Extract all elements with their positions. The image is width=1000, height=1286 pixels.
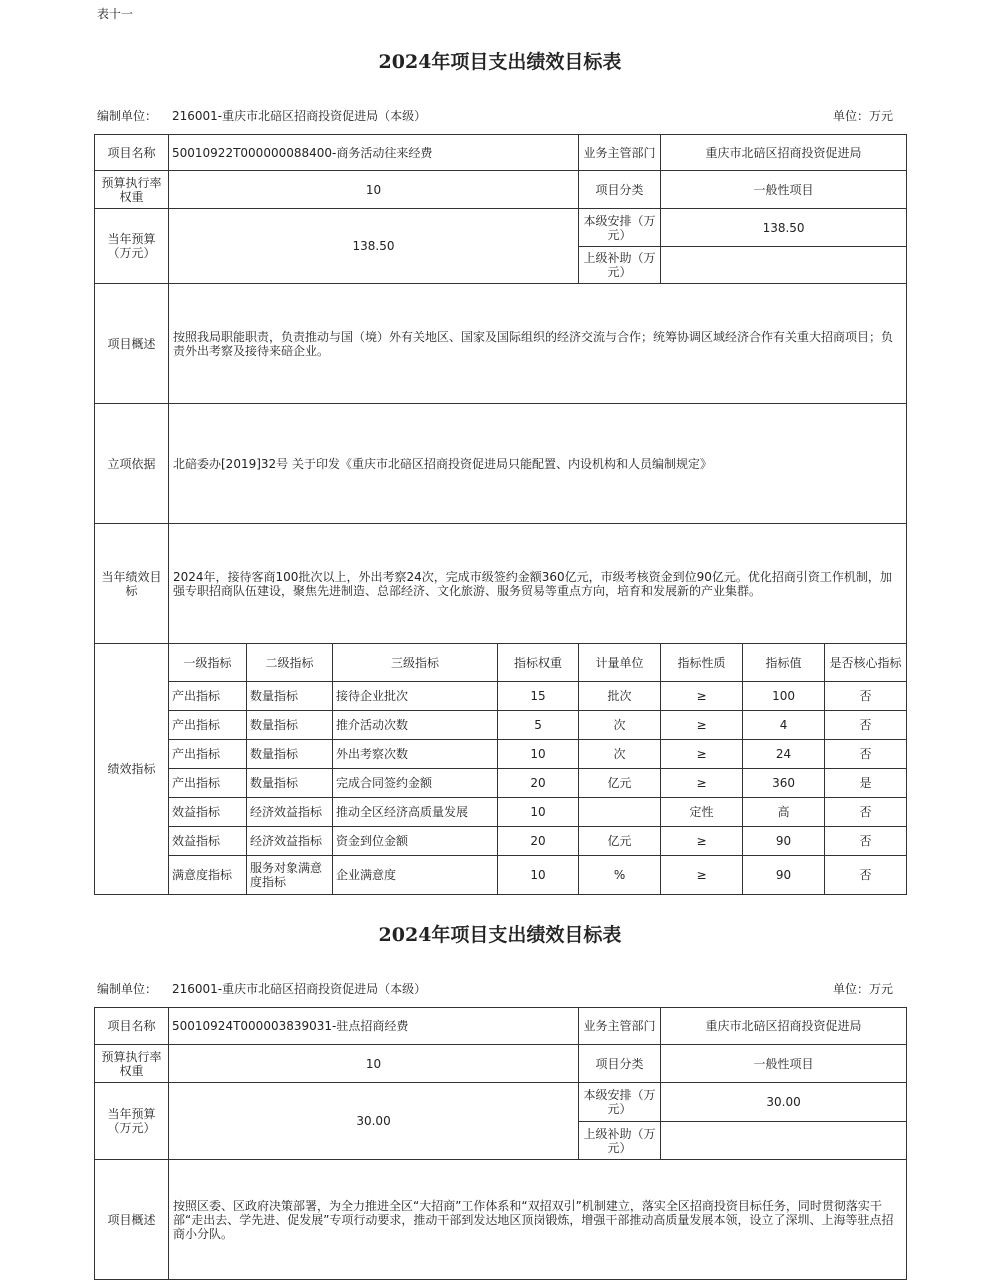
table-number: 表十一 bbox=[97, 7, 134, 21]
cell-level1: 效益指标 bbox=[169, 798, 247, 827]
cell-core: 否 bbox=[825, 827, 907, 856]
budget-label: 当年预算（万元） bbox=[95, 1083, 169, 1160]
basis-label: 立项依据 bbox=[95, 404, 169, 524]
subsidy bbox=[661, 1122, 907, 1160]
page-title: 2024年项目支出绩效目标表 bbox=[378, 924, 622, 946]
subsidy-label: 上级补助（万元） bbox=[579, 247, 661, 284]
cell-nature: ≥ bbox=[661, 711, 743, 740]
subsidy bbox=[661, 247, 907, 284]
table-row bbox=[95, 798, 907, 827]
table-row bbox=[95, 682, 907, 711]
cell-unit: 亿元 bbox=[579, 827, 661, 856]
cell-unit: 次 bbox=[579, 711, 661, 740]
cell-core: 是 bbox=[825, 769, 907, 798]
cell-nature: ≥ bbox=[661, 769, 743, 798]
cell-weight: 10 bbox=[498, 740, 579, 769]
cell-nature: ≥ bbox=[661, 682, 743, 711]
cell-level1: 效益指标 bbox=[169, 827, 247, 856]
header-nature: 指标性质 bbox=[661, 644, 743, 682]
cell-value: 90 bbox=[743, 856, 825, 895]
currency-unit: 单位：万元 bbox=[833, 109, 894, 123]
cell-nature: ≥ bbox=[661, 856, 743, 895]
unit-label: 编制单位： bbox=[97, 109, 158, 123]
unit-value: 216001-重庆市北碚区招商投资促进局（本级） bbox=[172, 982, 427, 996]
cell-level2: 经济效益指标 bbox=[247, 798, 333, 827]
cell-value: 90 bbox=[743, 827, 825, 856]
category-label: 项目分类 bbox=[579, 1045, 661, 1083]
table-row bbox=[95, 769, 907, 798]
cell-level3: 推介活动次数 bbox=[333, 711, 498, 740]
cell-level1: 产出指标 bbox=[169, 682, 247, 711]
cell-unit: 次 bbox=[579, 740, 661, 769]
performance-table bbox=[94, 134, 907, 895]
dept: 重庆市北碚区招商投资促进局 bbox=[661, 135, 907, 171]
cell-level2: 数量指标 bbox=[247, 711, 333, 740]
cell-unit: 批次 bbox=[579, 682, 661, 711]
budget-label: 当年预算（万元） bbox=[95, 209, 169, 284]
header-weight: 指标权重 bbox=[498, 644, 579, 682]
cell-level1: 满意度指标 bbox=[169, 856, 247, 895]
project-name-label: 项目名称 bbox=[95, 135, 169, 171]
dept-label: 业务主管部门 bbox=[579, 135, 661, 171]
unit-value: 216001-重庆市北碚区招商投资促进局（本级） bbox=[172, 109, 427, 123]
cell-level3: 外出考察次数 bbox=[333, 740, 498, 769]
cell-value: 100 bbox=[743, 682, 825, 711]
cell-core: 否 bbox=[825, 711, 907, 740]
category-label: 项目分类 bbox=[579, 171, 661, 209]
cell-value: 高 bbox=[743, 798, 825, 827]
overview: 按照我局职能职责，负责推动与国（境）外有关地区、国家及国际组织的经济交流与合作；统筹协调区域经济合作有关重大招商项目；负责外出考察及接待来碚企业。 bbox=[169, 284, 907, 404]
header-unit: 计量单位 bbox=[579, 644, 661, 682]
header-level3: 三级指标 bbox=[333, 644, 498, 682]
cell-core: 否 bbox=[825, 798, 907, 827]
cell-level2: 经济效益指标 bbox=[247, 827, 333, 856]
project-name-label: 项目名称 bbox=[95, 1008, 169, 1045]
dept-label: 业务主管部门 bbox=[579, 1008, 661, 1045]
project-name: 50010922T000000088400-商务活动往来经费 bbox=[169, 135, 579, 171]
cell-core: 否 bbox=[825, 856, 907, 895]
cell-unit bbox=[579, 798, 661, 827]
table-row bbox=[95, 827, 907, 856]
page-title: 2024年项目支出绩效目标表 bbox=[378, 51, 622, 73]
weight-label: 预算执行率权重 bbox=[95, 1045, 169, 1083]
category: 一般性项目 bbox=[661, 1045, 907, 1083]
project-name: 50010924T000003839031-驻点招商经费 bbox=[169, 1008, 579, 1045]
cell-level1: 产出指标 bbox=[169, 769, 247, 798]
cell-level1: 产出指标 bbox=[169, 711, 247, 740]
budget: 138.50 bbox=[169, 209, 579, 284]
cell-core: 否 bbox=[825, 682, 907, 711]
cell-level3: 企业满意度 bbox=[333, 856, 498, 895]
level-label: 本级安排（万元） bbox=[579, 209, 661, 247]
table-row bbox=[95, 856, 907, 895]
weight: 10 bbox=[169, 1045, 579, 1083]
cell-nature: 定性 bbox=[661, 798, 743, 827]
unit-label: 编制单位： bbox=[97, 982, 158, 996]
cell-weight: 10 bbox=[498, 856, 579, 895]
cell-weight: 5 bbox=[498, 711, 579, 740]
cell-level3: 资金到位金额 bbox=[333, 827, 498, 856]
perf-label: 绩效指标 bbox=[95, 644, 169, 895]
cell-weight: 10 bbox=[498, 798, 579, 827]
table-row bbox=[95, 711, 907, 740]
cell-weight: 15 bbox=[498, 682, 579, 711]
header-value: 指标值 bbox=[743, 644, 825, 682]
level: 30.00 bbox=[661, 1083, 907, 1122]
cell-unit: 亿元 bbox=[579, 769, 661, 798]
budget: 30.00 bbox=[169, 1083, 579, 1160]
category: 一般性项目 bbox=[661, 171, 907, 209]
table-row bbox=[95, 740, 907, 769]
overview: 按照区委、区政府决策部署，为全力推进全区“大招商”工作体系和“双招双引”机制建立，落实全区招商投资目标任务，同时贯彻落实干部“走出去、学先进、促发展”专项行动要求，推动干部到发达地区顶岗锻炼，增强干部推动高质量发展本领，设立了深圳、上海等驻点招商小分队。 bbox=[169, 1160, 907, 1280]
cell-nature: ≥ bbox=[661, 740, 743, 769]
overview-label: 项目概述 bbox=[95, 284, 169, 404]
cell-level2: 服务对象满意度指标 bbox=[247, 856, 333, 895]
weight: 10 bbox=[169, 171, 579, 209]
cell-nature: ≥ bbox=[661, 827, 743, 856]
performance-table bbox=[94, 1007, 907, 1280]
cell-value: 24 bbox=[743, 740, 825, 769]
overview-label: 项目概述 bbox=[95, 1160, 169, 1280]
cell-weight: 20 bbox=[498, 769, 579, 798]
level: 138.50 bbox=[661, 209, 907, 247]
cell-unit: % bbox=[579, 856, 661, 895]
cell-level2: 数量指标 bbox=[247, 769, 333, 798]
header-core: 是否核心指标 bbox=[825, 644, 907, 682]
subsidy-label: 上级补助（万元） bbox=[579, 1122, 661, 1160]
header-level2: 二级指标 bbox=[247, 644, 333, 682]
cell-value: 360 bbox=[743, 769, 825, 798]
goal: 2024年，接待客商100批次以上，外出考察24次，完成市级签约金额360亿元，市级考核资金到位90亿元。优化招商引资工作机制，加强专职招商队伍建设，聚焦先进制造、总部经济、文化旅游、服务贸易等重点方向，培育和发展新的产业集群。 bbox=[169, 524, 907, 644]
cell-value: 4 bbox=[743, 711, 825, 740]
currency-unit: 单位：万元 bbox=[833, 982, 894, 996]
header-level1: 一级指标 bbox=[169, 644, 247, 682]
cell-level1: 产出指标 bbox=[169, 740, 247, 769]
cell-level2: 数量指标 bbox=[247, 740, 333, 769]
cell-level3: 接待企业批次 bbox=[333, 682, 498, 711]
cell-weight: 20 bbox=[498, 827, 579, 856]
level-label: 本级安排（万元） bbox=[579, 1083, 661, 1122]
weight-label: 预算执行率权重 bbox=[95, 171, 169, 209]
basis: 北碚委办[2019]32号 关于印发《重庆市北碚区招商投资促进局只能配置、内设机构和人员编制规定》 bbox=[169, 404, 907, 524]
cell-level3: 推动全区经济高质量发展 bbox=[333, 798, 498, 827]
cell-level3: 完成合同签约金额 bbox=[333, 769, 498, 798]
cell-level2: 数量指标 bbox=[247, 682, 333, 711]
dept: 重庆市北碚区招商投资促进局 bbox=[661, 1008, 907, 1045]
cell-core: 否 bbox=[825, 740, 907, 769]
goal-label: 当年绩效目标 bbox=[95, 524, 169, 644]
